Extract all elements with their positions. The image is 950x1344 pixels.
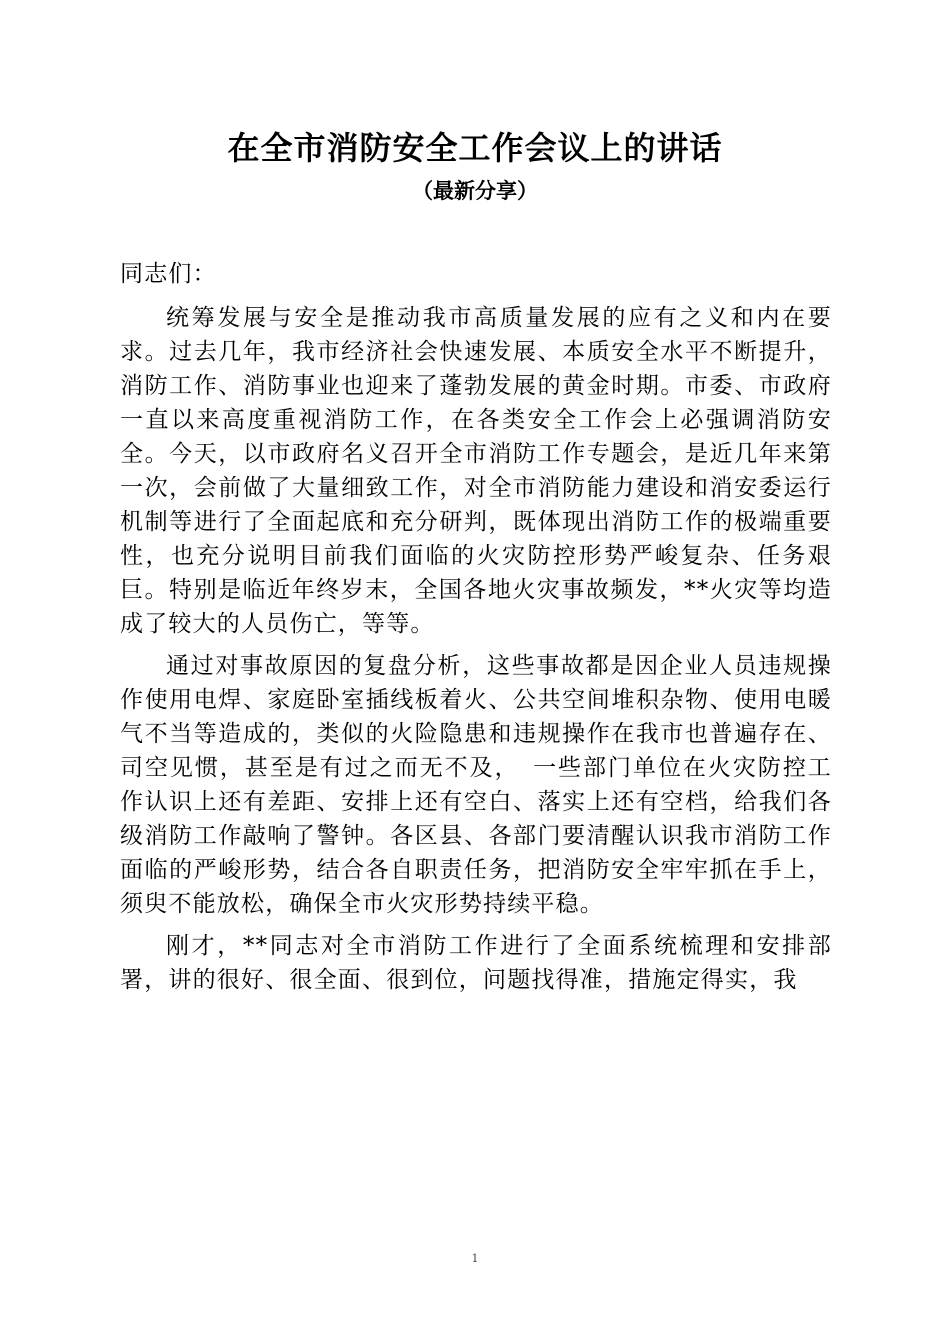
paragraph-2: 通过对事故原因的复盘分析，这些事故都是因企业人员违规操作使用电焊、家庭卧室插线板着火、公共空间堆积杂物、使用电暖气不当等造成的，类似的火险隐患和违规操作在我市也普遍存在、司空见惯，甚至是有过之而无不及， 一些部门单位在火灾防控工作认识上还有差距、安排上还有空白、落实上还有空档，给我们各级消防工作敲响了警钟。各区县、各部门要清醒认识我市消防工作面临的严峻形势，结合各自职责任务，把消防安全牢牢抓在手上，须臾不能放松，确保全市火灾形势持续平稳。 [120, 653, 832, 917]
paragraph-1: 统筹发展与安全是推动我市高质量发展的应有之义和内在要求。过去几年，我市经济社会快速发展、本质安全水平不断提升，消防工作、消防事业也迎来了蓬勃发展的黄金时期。市委、市政府一直以来高度重视消防工作，在各类安全工作会上必强调消防安全。今天，以市政府名义召开全市消防工作专题会，是近几年来第一次，会前做了大量细致工作，对全市消防能力建设和消安委运行机制等进行了全面起底和充分研判，既体现出消防工作的极端重要性，也充分说明目前我们面临的火灾防控形势严峻复杂、任务艰巨。特别是临近年终岁末，全国各地火灾事故频发，**火灾等均造成了较大的人员伤亡，等等。 [120, 305, 832, 637]
document-subtitle: （最新分享） [412, 178, 538, 203]
paragraph-3: 刚才，**同志对全市消防工作进行了全面系统梳理和安排部署，讲的很好、很全面、很到位，问题找得准，措施定得实，我 [120, 933, 832, 993]
salutation: 同志们： [120, 261, 217, 287]
document-body [120, 257, 832, 999]
page-number: 1 [471, 1252, 479, 1265]
document-title: 在全市消防安全工作会议上的讲话 [227, 129, 723, 167]
